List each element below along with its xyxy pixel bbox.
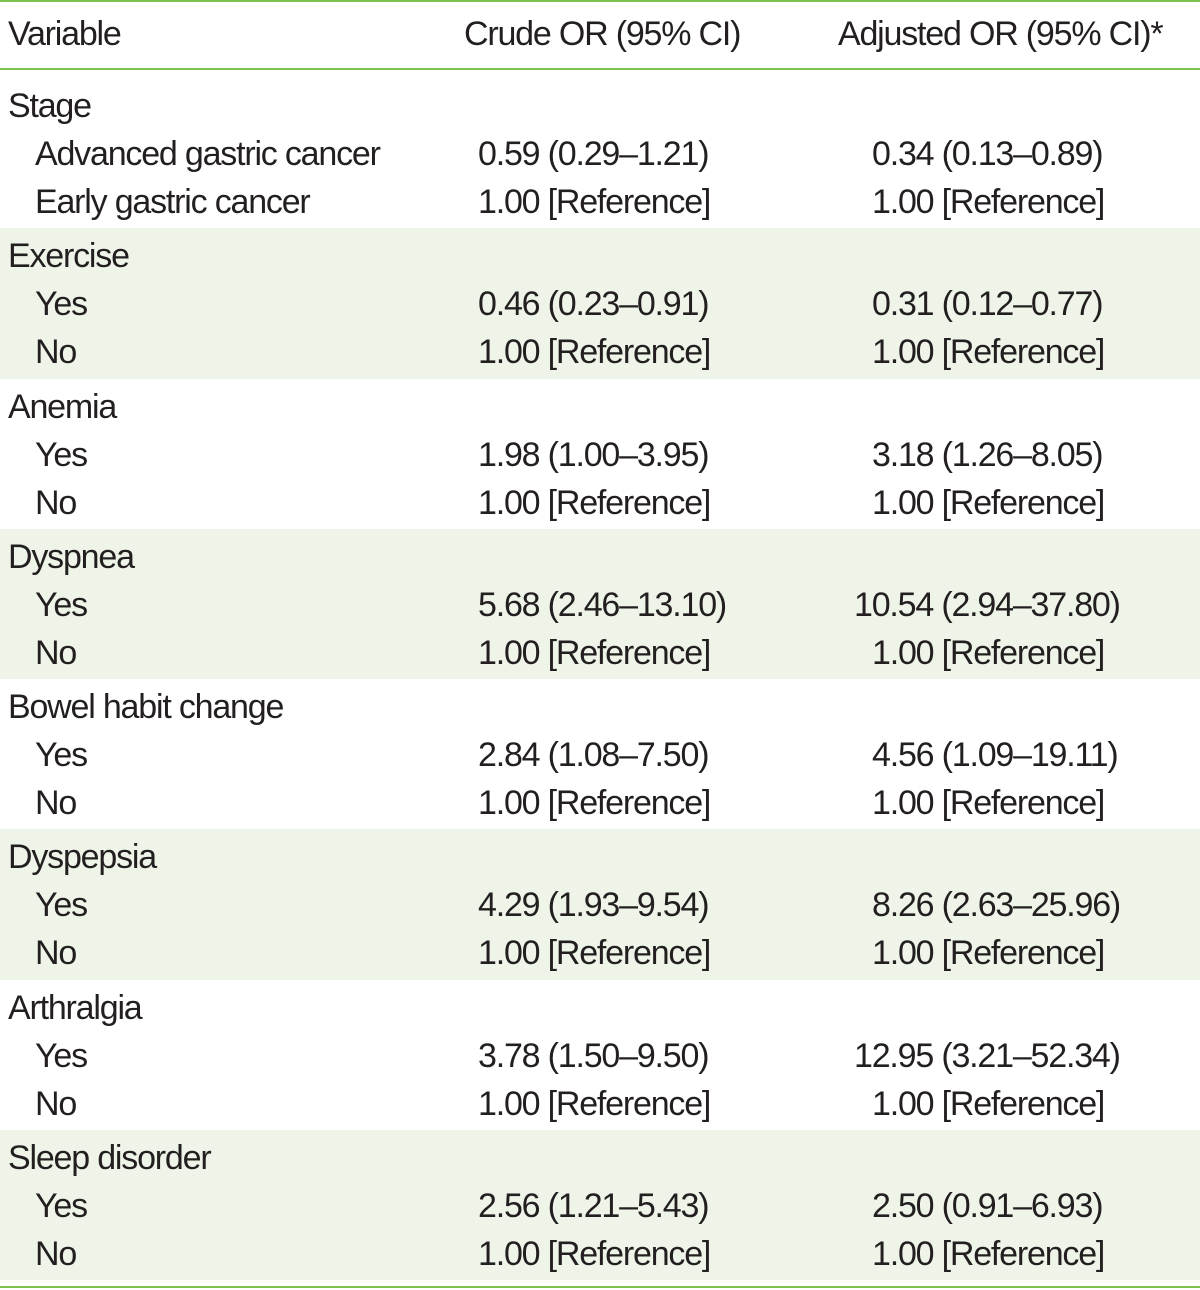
adjusted-or-cell: 0.31 (0.12–0.77) xyxy=(872,285,1103,324)
row-label: No xyxy=(35,483,77,522)
crude-or-cell: 4.29 (1.93–9.54) xyxy=(478,886,709,925)
row-label: No xyxy=(35,633,77,672)
group-title-row xyxy=(0,833,1200,881)
row-label: No xyxy=(35,1084,77,1123)
adjusted-or-cell: 12.95 (3.21–52.34) xyxy=(854,1036,1120,1075)
crude-or-cell: 1.00 [Reference] xyxy=(478,333,711,372)
table-row xyxy=(0,280,1200,328)
row-label: Advanced gastric cancer xyxy=(35,135,380,173)
crude-or-cell: 0.46 (0.23–0.91) xyxy=(478,285,709,324)
adjusted-or-cell: 0.34 (0.13–0.89) xyxy=(872,135,1103,173)
table-row xyxy=(0,731,1200,779)
table-row xyxy=(0,178,1200,226)
crude-or-cell: 1.00 [Reference] xyxy=(478,934,711,973)
table-group-sleep-disorder xyxy=(0,1130,1200,1280)
row-label: Yes xyxy=(35,1186,87,1225)
adjusted-or-cell: 10.54 (2.94–37.80) xyxy=(854,585,1120,624)
table-row xyxy=(0,130,1200,178)
adjusted-or-cell: 1.00 [Reference] xyxy=(872,784,1105,822)
adjusted-or-cell: 1.00 [Reference] xyxy=(872,1234,1105,1273)
row-label: Yes xyxy=(35,886,87,925)
crude-or-cell: 2.84 (1.08–7.50) xyxy=(478,736,709,774)
crude-or-cell: 1.00 [Reference] xyxy=(478,1234,711,1273)
table-group-anemia xyxy=(0,379,1200,529)
table-row xyxy=(0,1032,1200,1080)
table-header-rule xyxy=(0,68,1200,70)
group-title-row xyxy=(0,232,1200,280)
row-label: Yes xyxy=(35,585,87,624)
row-label: Yes xyxy=(35,736,87,774)
group-title-row xyxy=(0,82,1200,130)
row-label: Early gastric cancer xyxy=(35,183,310,221)
group-title: Sleep disorder xyxy=(8,1138,211,1177)
group-title: Anemia xyxy=(8,387,117,426)
group-title: Bowel habit change xyxy=(8,688,284,726)
group-title: Exercise xyxy=(8,237,129,276)
adjusted-or-cell: 3.18 (1.26–8.05) xyxy=(872,435,1103,474)
table-row xyxy=(0,328,1200,376)
table-bottom-rule xyxy=(0,1286,1200,1288)
table-header xyxy=(0,0,1200,68)
table-group-bowel-habit-change xyxy=(0,679,1200,829)
crude-or-cell: 1.98 (1.00–3.95) xyxy=(478,435,709,474)
row-label: No xyxy=(35,934,77,973)
adjusted-or-cell: 2.50 (0.91–6.93) xyxy=(872,1186,1103,1225)
group-title-row xyxy=(0,383,1200,431)
row-label: No xyxy=(35,333,77,372)
table-body xyxy=(0,78,1200,1280)
table-row xyxy=(0,479,1200,527)
table-row xyxy=(0,779,1200,827)
group-title-row xyxy=(0,1134,1200,1182)
adjusted-or-cell: 1.00 [Reference] xyxy=(872,934,1105,973)
table-group-dyspepsia xyxy=(0,829,1200,979)
adjusted-or-cell: 1.00 [Reference] xyxy=(872,633,1105,672)
table-group-dyspnea xyxy=(0,529,1200,679)
table-group-arthralgia xyxy=(0,980,1200,1130)
row-label: Yes xyxy=(35,285,87,324)
adjusted-or-cell: 1.00 [Reference] xyxy=(872,483,1105,522)
group-title: Stage xyxy=(8,87,91,125)
group-title-row xyxy=(0,533,1200,581)
table-row xyxy=(0,1230,1200,1278)
crude-or-cell: 1.00 [Reference] xyxy=(478,633,711,672)
crude-or-cell: 1.00 [Reference] xyxy=(478,784,711,822)
row-label: Yes xyxy=(35,435,87,474)
table-row xyxy=(0,581,1200,629)
crude-or-cell: 3.78 (1.50–9.50) xyxy=(478,1036,709,1075)
adjusted-or-cell: 1.00 [Reference] xyxy=(872,183,1105,221)
crude-or-cell: 1.00 [Reference] xyxy=(478,183,711,221)
header-crude-or: Crude OR (95% CI) xyxy=(464,15,741,53)
adjusted-or-cell: 8.26 (2.63–25.96) xyxy=(872,886,1121,925)
header-variable: Variable xyxy=(8,15,121,53)
header-adjusted-or: Adjusted OR (95% CI)* xyxy=(838,15,1163,53)
crude-or-cell: 1.00 [Reference] xyxy=(478,483,711,522)
crude-or-cell: 2.56 (1.21–5.43) xyxy=(478,1186,709,1225)
group-title: Dyspepsia xyxy=(8,838,156,877)
table-row xyxy=(0,629,1200,677)
table-row xyxy=(0,881,1200,929)
table-row xyxy=(0,929,1200,977)
crude-or-cell: 1.00 [Reference] xyxy=(478,1084,711,1123)
adjusted-or-cell: 4.56 (1.09–19.11) xyxy=(872,736,1118,774)
group-title-row xyxy=(0,984,1200,1032)
adjusted-or-cell: 1.00 [Reference] xyxy=(872,333,1105,372)
row-label: No xyxy=(35,784,77,822)
adjusted-or-cell: 1.00 [Reference] xyxy=(872,1084,1105,1123)
crude-or-cell: 0.59 (0.29–1.21) xyxy=(478,135,709,173)
group-title: Arthralgia xyxy=(8,988,142,1027)
table-group-exercise xyxy=(0,228,1200,378)
table-row xyxy=(0,431,1200,479)
group-title-row xyxy=(0,683,1200,731)
crude-or-cell: 5.68 (2.46–13.10) xyxy=(478,585,727,624)
table-row xyxy=(0,1182,1200,1230)
table-group-stage xyxy=(0,78,1200,228)
row-label: No xyxy=(35,1234,77,1273)
row-label: Yes xyxy=(35,1036,87,1075)
table-row xyxy=(0,1080,1200,1128)
group-title: Dyspnea xyxy=(8,537,134,576)
